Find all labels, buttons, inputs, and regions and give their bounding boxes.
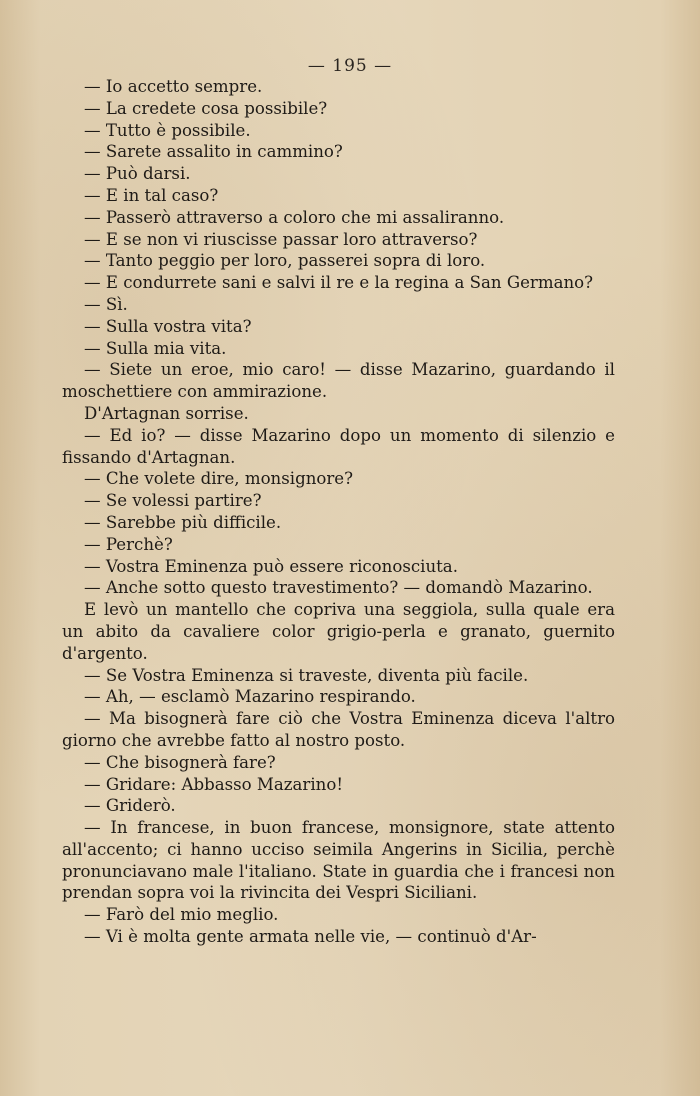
paragraph: — Vi è molta gente armata nelle vie, — continuò d'Ar- [84, 927, 537, 947]
paragraph: — In francese, in buon francese, monsignore, state attento all'accento; ci hanno ucciso seimila Angerins in Sicilia, perchè pronunciavano male l'italiano. State in guardia che i francesi non prendan sopra voi la rivincita dei Vespri Siciliani. [62, 818, 615, 903]
paragraph: — La credete cosa possibile? [84, 98, 328, 118]
paragraph: — Vostra Eminenza può essere riconosciuta. [84, 556, 458, 576]
paragraph: — Ah, — esclamò Mazarino respirando. [84, 687, 416, 707]
paragraph: — Può darsi. [84, 164, 191, 184]
paragraph: — Sarete assalito in cammino? [84, 142, 343, 162]
paragraph: — Sì. [84, 294, 128, 314]
paragraph: — Passerò attraverso a coloro che mi assaliranno. [84, 207, 505, 227]
paragraph: — Anche sotto questo travestimento? — domandò Mazarino. [84, 578, 593, 598]
paragraph: — Griderò. [84, 796, 176, 816]
body-text [62, 76, 615, 948]
paragraph: — Se Vostra Eminenza si traveste, diventa più facile. [84, 665, 529, 685]
paragraph: — Ma bisognerà fare ciò che Vostra Eminenza diceva l'altro giorno che avrebbe fatto al nostro posto. [62, 709, 615, 750]
paragraph: — Farò del mio meglio. [84, 905, 279, 925]
paragraph: — Sulla mia vita. [84, 338, 227, 358]
paragraph: — E in tal caso? [84, 185, 219, 205]
paragraph: — Perchè? [84, 534, 173, 554]
paragraph: — Siete un eroe, mio caro! — disse Mazarino, guardando il moschettiere con ammirazione. [62, 360, 615, 402]
paragraph: — Sarebbe più difficile. [84, 512, 282, 532]
paragraph: — Che volete dire, monsignore? [84, 469, 354, 489]
page-number: — 195 — [307, 56, 393, 76]
paragraph: — Tanto peggio per loro, passerei sopra di loro. [84, 251, 486, 271]
paragraph: D'Artagnan sorrise. [84, 403, 249, 423]
paragraph: E levò un mantello che copriva una seggiola, sulla quale era un abito da cavaliere color grigio-perla e granato, guernito d'argento. [62, 600, 615, 663]
paragraph: — Gridare: Abbasso Mazarino! [84, 774, 344, 794]
paragraph: — Se volessi partire? [84, 491, 262, 511]
paragraph: — Tutto è possibile. [84, 120, 251, 140]
paragraph: — Ed io? — disse Mazarino dopo un momento di silenzio e fissando d'Artagnan. [62, 425, 615, 467]
paragraph: — Sulla vostra vita? [84, 316, 252, 336]
paragraph: — Che bisognerà fare? [84, 752, 276, 772]
paragraph: — Io accetto sempre. [84, 77, 263, 96]
paragraph: — E condurrete sani e salvi il re e la regina a San Germano? [84, 273, 594, 293]
paragraph: — E se non vi riuscisse passar loro attraverso? [84, 229, 478, 249]
